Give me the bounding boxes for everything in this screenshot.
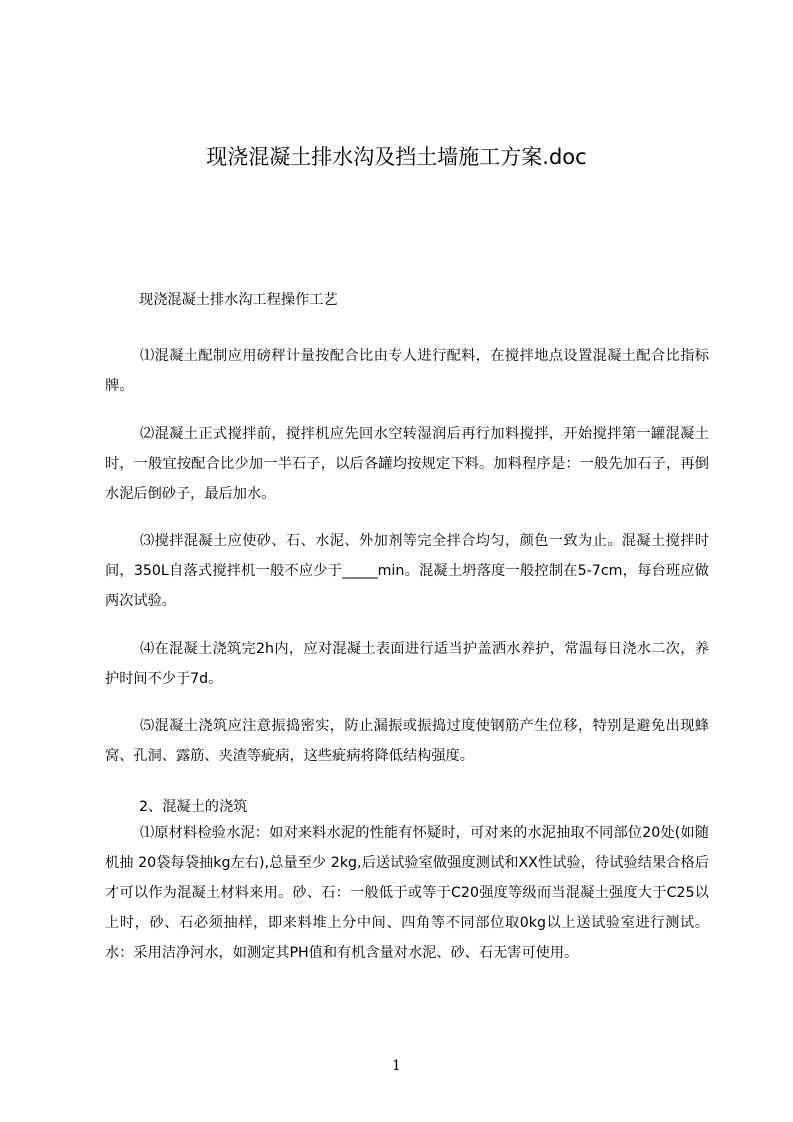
paragraph: ⑵混凝土正式搅拌前，搅拌机应先回水空转湿润后再行加料搅拌，开始搅拌第一罐混凝土时，一般宜按配合比少加一半石子，以后各罐均按规定下料。加料程序是：一般先加石子，再倒水泥后倒砂子，最后加水。 xyxy=(105,426,709,502)
paragraph: ⑴混凝土配制应用磅秤计量按配合比由专人进行配料，在搅拌地点设置混凝土配合比指标牌。 xyxy=(105,348,709,394)
section-heading: 2、混凝土的浇筑 xyxy=(139,799,248,815)
paragraph: ⑶搅拌混凝土应使砂、石、水泥、外加剂等完全拌合均匀，颜色一致为止。混凝土搅拌时间，350L自落式搅拌机一般不应少于_____min。混凝土坍落度一般控制在5-7cm，每台班应做两次试验。 xyxy=(105,533,709,609)
paragraph: ⑴原材料检验水泥：如对来料水泥的性能有怀疑时，可对来的水泥抽取不同部位20处(如随机抽 20袋每袋抽kg左右),总量至少 2kg,后送试验室做强度测试和XX性试验，待试验结果合格后才可以作为混凝土材料来用。砂、石：一般低于或等于C20强度等级而当混凝土强度大于C25以上时，砂、石必须抽样，即来料堆上分中间、四角等不同部位取0kg以上送试验室进行测试。水：采用洁净河水，如测定其PH值和有机含量对水泥、砂、石无害可使用。 xyxy=(105,825,709,961)
paragraph: ⑸混凝土浇筑应注意振捣密实，防止漏振或振捣过度使钢筋产生位移，特别是避免出现蜂窝、孔洞、露筋、夹渣等疵病，这些疵病将降低结构强度。 xyxy=(105,718,709,764)
section-heading: 现浇混凝土排水沟工程操作工艺 xyxy=(139,292,338,308)
page-number: 1 xyxy=(392,1058,401,1074)
paragraph: ⑷在混凝土浇筑完2h内，应对混凝土表面进行适当护盖洒水养护，常温每日浇水二次，养护时间不少于7d。 xyxy=(105,641,709,687)
document-title: 现浇混凝土排水沟及挡土墙施工方案.doc xyxy=(206,145,587,169)
